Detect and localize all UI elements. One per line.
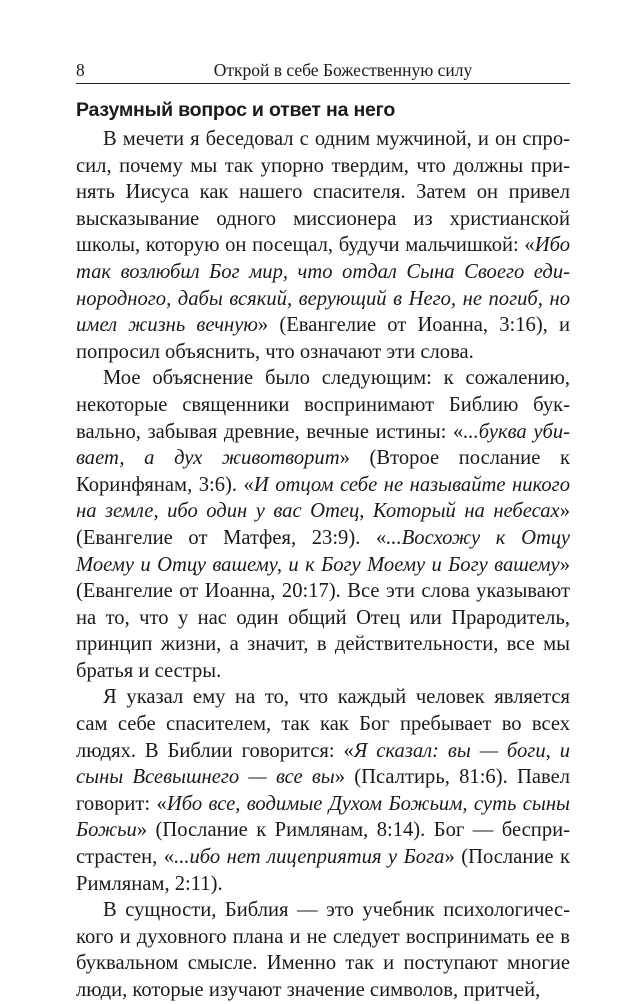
text-run: » (Послание к Римлянам, 2:11).: [76, 846, 570, 895]
text-run: В сущности, Библия — это учебник психологического и духовного плана и не следует воспринимать ее в буквальном смысле. Именно так и поступают многие люди, которые изучают значение символов, притчей,: [76, 899, 570, 1001]
scripture-quote: ...ибо нет лицеприятия у Бога: [174, 846, 445, 869]
header-rule: [76, 83, 570, 84]
paragraph: [76, 897, 570, 1003]
text-run: » (Евангелие от Иоанна, 20:17). Все эти слова указывают на то, что у нас один общий Отец или Прародитель, принцип жизни, а значит, в действительности, все мы братья и сестры.: [76, 553, 570, 682]
text-run: » (Евангелие от Иоанна, 3:16), и попросил объяснить, что означают эти слова.: [76, 314, 570, 363]
scripture-quote: Ибо так возлюбил Бог мир, что отдал Сына Своего единородного, дабы всякий, верующий в Него, не погиб, но имел жизнь вечную: [76, 234, 570, 337]
text-run: » (Псалтирь, 81:6). Павел говорит: «: [76, 766, 570, 815]
text-run: » (Евангелие от Матфея, 23:9). «: [76, 500, 570, 549]
paragraph: [76, 684, 570, 897]
text-run: В мечети я беседовал с одним мужчиной, и он спросил, почему мы так упорно твердим, что должны принять Иисуса как нашего спасителя. Затем он привел высказывание одного миссионера из христианской школы, которую он посещал, будучи мальчишкой: «: [76, 128, 570, 257]
body-text: [76, 126, 570, 1004]
text-run: » (Послание к Римлянам, 8:14). Бог — беспристрастен, «: [76, 819, 570, 869]
paragraph: [76, 365, 570, 684]
text-run: Я указал ему на то, что каждый человек является сам себе спасителем, так как Бог пребывает во всех людях. В Библии говорится: «: [76, 686, 570, 762]
text-run: Мое объяснение было следующим: к сожалению, некоторые священники воспринимают Библию буквально, забывая древние, вечные истины: «: [76, 367, 570, 443]
running-head: [76, 60, 570, 80]
running-title: Открой в себе Божественную силу: [213, 60, 473, 80]
paragraph: [76, 126, 570, 365]
scripture-quote: ...Восхожу к Отцу Моему и Отцу вашему, и к Богу Моему и Богу вашему: [76, 526, 570, 576]
scripture-quote: ...буква убивает, а дух животворит: [76, 420, 571, 470]
scripture-quote: Ибо все, водимые Духом Божьим, суть сыны Божьи: [76, 792, 570, 842]
scripture-quote: Я сказал: вы — боги, и сыны Всевышнего — все вы: [76, 739, 570, 789]
page-number: 8: [76, 60, 85, 80]
section-heading: Разумный вопрос и ответ на него: [76, 99, 396, 121]
text-run: » (Второе послание к Коринфянам, 3:6). «: [76, 447, 570, 496]
book-page: [76, 0, 570, 1000]
scripture-quote: И отцом себе не называйте никого на земле, ибо один у вас Отец, Который на небесах: [76, 473, 570, 523]
